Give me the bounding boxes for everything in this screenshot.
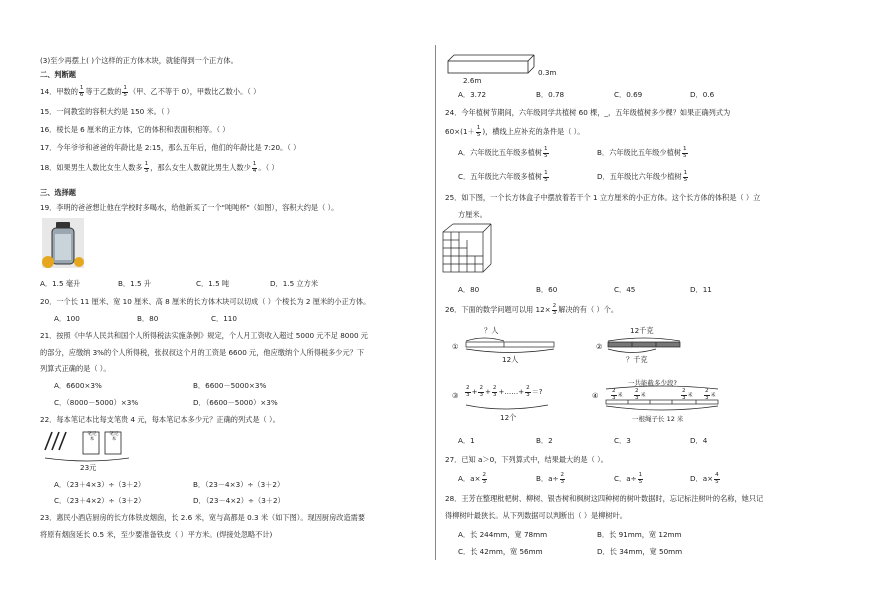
q20: 20．一个长 11 厘米、宽 10 厘米、高 8 厘米的长方体木块可以切成（ ）个棱长为 2 厘米的小正方体。 <box>40 297 371 306</box>
q23-line2: 将原有烟囱延长 0.5 米，至少要准备铁皮（ ）平方米。(焊接处忽略不计) <box>40 530 273 539</box>
q28-line2: 得柳树叶最狭长。从下列数据可以判断出（ ）是柳树叶。 <box>445 511 627 520</box>
q24-option-a[interactable]: A．六年级比五年级多植树 $\frac{1}{5}$ <box>458 146 548 159</box>
q28-option-c[interactable]: C．长 42mm，宽 56mm <box>458 547 543 556</box>
q24-line1: 24．今年植树节期间，六年级同学共植树 60 棵，_，五年级植树多少棵？如果正确列式为 <box>445 108 731 117</box>
q26 <box>445 304 618 316</box>
box-of-cubes-figure <box>441 222 493 274</box>
chimney-width-label: 0.3m <box>538 68 557 77</box>
q25-line2: 方厘米。 <box>458 210 487 219</box>
diagram1-top-label: ？人 <box>484 326 499 335</box>
chimney-length-label: 2.6m <box>463 76 482 85</box>
q18-text-a: 18．如果男生人数比女生人数多 <box>40 163 143 173</box>
q28-line1: 28．王芳在整理枇杷树、柳树、银杏树和枫树这四种树的树叶数据时，忘记标注树叶的名称，她只记 <box>445 494 764 503</box>
q14-frac1: $\frac{1}{6}$ <box>79 85 84 98</box>
q26-option-b[interactable]: B．2 <box>536 436 553 445</box>
q25-option-a[interactable]: A．80 <box>458 285 480 294</box>
diagram3-number: ③ <box>452 391 459 400</box>
q28-option-b[interactable]: B．长 91mm，宽 12mm <box>597 530 682 539</box>
diagram3-under-label: 12个 <box>500 413 517 422</box>
q22-option-b[interactable]: B．（23－4×3）÷（3＋2） <box>193 480 285 489</box>
q19: 19．李明的爸爸想让他在学校时多喝水，给他新买了一个"吨吨杯"（如图），容积大约是（ ）。 <box>40 203 339 212</box>
diagram3-tail: ＝? <box>531 388 543 397</box>
q18 <box>40 162 279 174</box>
column-divider <box>435 45 436 560</box>
q20-option-b[interactable]: B．80 <box>137 314 159 323</box>
q20-option-a[interactable]: A．100 <box>54 314 80 323</box>
q19-option-c[interactable]: C．1.5 吨 <box>196 279 230 288</box>
q18-text-b: ，那么女生人数就比男生人数少 <box>150 163 251 173</box>
q23-line1: 23．惠民小酒店厨房的长方体铁皮烟囱，长 2.6 米，宽与高都是 0.3 米（如下图）。现因厨房改造需要 <box>40 513 366 522</box>
diagram1-number: ① <box>452 342 459 351</box>
q21-line2: 的部分，应缴纳 3%的个人所得税，张叔叔这个月的工资是 6600 元，他应缴纳个人所得税多少元？下 <box>40 348 365 357</box>
q27-option-c[interactable]: C．a÷ $\frac{1}{5}$ <box>614 472 643 485</box>
q19-option-b[interactable]: B．1.5 升 <box>118 279 152 288</box>
diagram4-seg2: $\frac{2}{3}$ 米 <box>635 388 646 401</box>
q21-option-c[interactable]: C．（8000－5000）×3% <box>54 398 139 407</box>
section-judgement-heading: 二、判断题 <box>40 70 76 79</box>
water-bottle-picture <box>42 218 84 268</box>
q18-text-c: 。（ ） <box>258 163 279 173</box>
diagram4-seg3: $\frac{2}{3}$ 米 <box>682 388 693 401</box>
q13-line: (3)至少再摆上( )个这样的正方体木块，就能得到一个正方体。 <box>40 56 238 65</box>
q21-option-a[interactable]: A．6600×3% <box>54 381 102 390</box>
diagram1-bar <box>464 336 558 356</box>
q22-total-price: 23元 <box>80 463 97 472</box>
q22: 22．每本笔记本比每支笔贵 4 元，每本笔记本多少元？正确的列式是（ ）。 <box>40 415 280 424</box>
q24-expr-a: 60× <box>445 127 461 137</box>
notebook-label-1: 笔记本 <box>87 432 97 442</box>
diagram2-top-label: 12千克 <box>630 326 654 335</box>
section-choice-heading: 三、选择题 <box>40 188 76 197</box>
q19-option-d[interactable]: D．1.5 立方米 <box>270 279 319 288</box>
q21-line1: 21．按照《中华人民共和国个人所得税法实施条例》规定，个人月工资收入超过 5000 元不足 8000 元 <box>40 331 368 340</box>
diagram3-expression: $\frac{2}{3}$ + $\frac{2}{3}$ + $\frac{2}{3}$ +……+ $\frac{2}{3}$ ＝? <box>466 385 543 398</box>
q14-text-a: 14．甲数的 <box>40 87 78 97</box>
q27-option-a[interactable]: A．a× $\frac{2}{3}$ <box>458 472 487 485</box>
q17: 17．今年爷爷和爸爸的年龄比是 2:15，那么五年后，他们的年龄比是 7:20。（ ） <box>40 143 301 152</box>
diagram4-seg1: $\frac{2}{3}$ 米 <box>612 388 623 401</box>
q18-frac2: $\frac{1}{4}$ <box>252 161 257 174</box>
q14-text-b: 等于乙数的 <box>85 87 122 97</box>
q23-option-d[interactable]: D．0.6 <box>690 90 715 99</box>
q24-option-d[interactable]: D．五年级比六年级少植树 $\frac{1}{5}$ <box>597 170 688 183</box>
q20-option-c[interactable]: C．110 <box>211 314 237 323</box>
q15: 15．一间教室的容积大约是 150 米。（ ） <box>40 107 174 116</box>
diagram2-bottom-label: ？千克 <box>626 355 648 364</box>
q24-expr-b: 1＋ <box>462 127 475 137</box>
diagram4-bottom-label: 一根绳子长 12 米 <box>632 415 684 423</box>
diagram4-number: ④ <box>592 391 599 400</box>
q28-option-a[interactable]: A．长 244mm，宽 78mm <box>458 530 548 539</box>
q21-option-d[interactable]: D．（6600－5000）×3% <box>193 398 278 407</box>
q22-option-c[interactable]: C．（23＋4×2）÷（3＋2） <box>54 496 146 505</box>
q22-option-d[interactable]: D．（23－4×2）÷（3＋2） <box>193 496 285 505</box>
q23-option-a[interactable]: A．3.72 <box>458 90 487 99</box>
q16: 16．棱长是 6 厘米的正方体，它的体积和表面积相等。（ ） <box>40 125 230 134</box>
diagram2-bar <box>606 336 686 356</box>
q18-frac1: $\frac{1}{3}$ <box>144 161 149 174</box>
q24-frac: $\frac{1}{5}$ <box>476 125 481 138</box>
q21-line3: 列算式正确的是（ ）。 <box>40 364 111 373</box>
diagram4-top-label: 一共能截多少段? <box>628 379 677 387</box>
q25-line1: 25．如下图，一个长方体盒子中摆放着若干个 1 立方厘米的小正方体。这个长方体的体积是（ ）立 <box>445 193 761 202</box>
q14 <box>40 86 260 98</box>
q28-option-d[interactable]: D．长 34mm，宽 50mm <box>597 547 683 556</box>
q27-option-b[interactable]: B．a÷ $\frac{2}{3}$ <box>536 472 565 485</box>
q26-frac: $\frac{2}{3}$ <box>552 303 557 316</box>
q26-text-a: 26．下面的数学问题可以用 12× <box>445 305 551 315</box>
diagram4-seg4: $\frac{2}{3}$ 米 <box>705 388 716 401</box>
q24-line2: 60×(1＋ $\frac{1}{5}$ )，横线上应补充的条件是（ ）。 <box>445 125 585 138</box>
q25-option-b[interactable]: B．60 <box>536 285 558 294</box>
q23-option-b[interactable]: B．0.78 <box>536 90 565 99</box>
q23-option-c[interactable]: C．0.69 <box>614 90 643 99</box>
q26-text-b: 解决的有（ ）个。 <box>558 305 619 315</box>
q24-expr-c: ，横线上应补充的条件是（ ）。 <box>485 127 585 137</box>
q24-option-c[interactable]: C．五年级比六年级多植树 $\frac{1}{5}$ <box>458 170 548 183</box>
q27: 27．已知 a＞0，下列算式中，结果最大的是（ ）。 <box>445 455 608 464</box>
q24-option-b[interactable]: B．六年级比五年级少植树 $\frac{1}{5}$ <box>597 146 687 159</box>
diagram2-number: ② <box>596 342 603 351</box>
q26-option-c[interactable]: C．3 <box>614 436 631 445</box>
q14-frac2: $\frac{1}{5}$ <box>123 85 127 98</box>
q25-option-c[interactable]: C．45 <box>614 285 636 294</box>
q27-option-d[interactable]: D．a× $\frac{4}{5}$ <box>690 472 719 485</box>
q19-option-a[interactable]: A．1.5 毫升 <box>40 279 81 288</box>
q26-option-d[interactable]: D．4 <box>690 436 708 445</box>
notebook-label-2: 笔记本 <box>109 432 119 442</box>
diagram1-bottom-label: 12人 <box>502 355 519 364</box>
q25-option-d[interactable]: D．11 <box>690 285 712 294</box>
q21-option-b[interactable]: B．6600－5000×3% <box>193 381 267 390</box>
q22-option-a[interactable]: A．（23＋4×3）÷（3＋2） <box>54 480 146 489</box>
q26-option-a[interactable]: A．1 <box>458 436 475 445</box>
q14-text-c: （甲、乙不等于 0），甲数比乙数小。（ ） <box>128 87 261 97</box>
